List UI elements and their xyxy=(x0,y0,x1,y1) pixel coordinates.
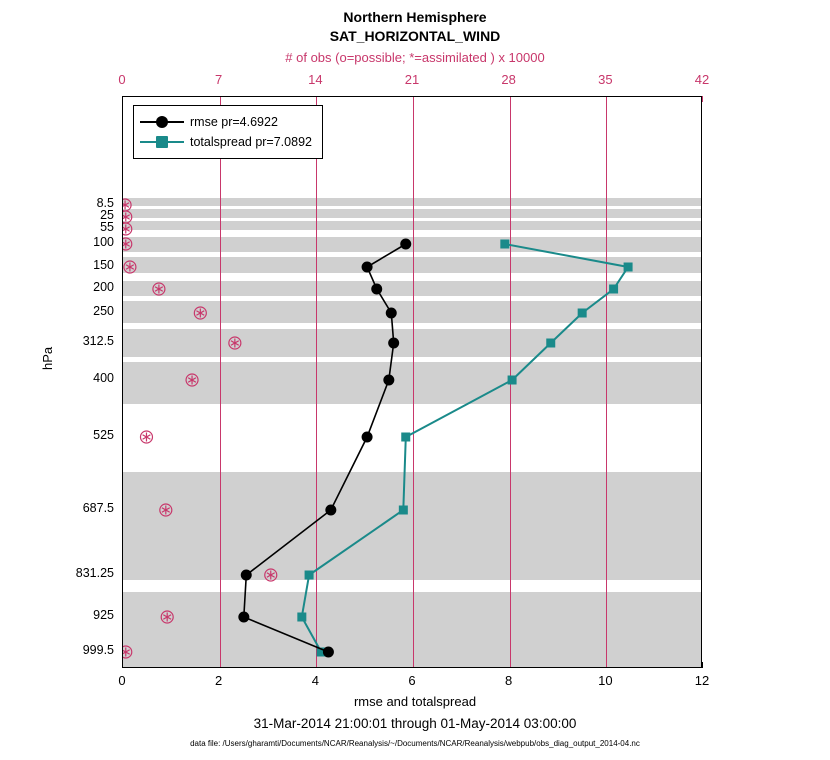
y-tick-label: 55 xyxy=(100,220,114,234)
assimilated-obs-marker xyxy=(267,571,275,580)
legend-item-totalspread xyxy=(140,132,312,152)
data-series-layer xyxy=(123,97,701,667)
bottom-tick-mark xyxy=(702,662,703,668)
bottom-tick-label: 10 xyxy=(598,673,613,688)
series-marker xyxy=(389,338,399,348)
top-tick-mark xyxy=(702,96,703,102)
series-marker xyxy=(297,613,306,622)
assimilated-obs-marker xyxy=(155,285,163,294)
y-tick-label: 250 xyxy=(93,304,114,318)
assimilated-obs-marker xyxy=(123,225,130,234)
plot-area xyxy=(122,96,702,668)
y-tick-label: 925 xyxy=(93,608,114,622)
y-tick-label: 150 xyxy=(93,258,114,272)
series-marker xyxy=(362,262,372,272)
top-tick-label: 7 xyxy=(215,72,223,87)
series-marker xyxy=(239,612,249,622)
top-tick-label: 35 xyxy=(598,72,613,87)
top-tick-label: 21 xyxy=(404,72,420,87)
bottom-tick-label: 0 xyxy=(118,673,126,688)
y-tick-label: 999.5 xyxy=(82,643,114,657)
bottom-tick-label: 12 xyxy=(694,673,710,688)
assimilated-obs-marker xyxy=(163,613,171,622)
legend-swatch-rmse xyxy=(140,115,184,129)
bottom-tick-label: 4 xyxy=(311,673,319,688)
y-tick-label: 200 xyxy=(93,280,114,294)
series-marker xyxy=(546,339,555,348)
series-marker xyxy=(578,309,587,318)
top-tick-label: 0 xyxy=(118,72,126,87)
series-marker xyxy=(508,376,517,385)
legend-swatch-totalspread xyxy=(140,135,184,149)
x-axis-title: rmse and totalspread xyxy=(353,694,477,709)
assimilated-obs-marker xyxy=(123,240,130,249)
y-tick-label: 400 xyxy=(93,371,114,385)
series-marker xyxy=(362,432,372,442)
data-file-caption: data file: /Users/gharamti/Documents/NCAR/Reanalysis/~/Documents/NCAR/Reanalysis/webpub/obs_diag_output_2014-04.nc xyxy=(190,739,640,748)
series-marker xyxy=(123,646,132,658)
assimilated-obs-marker xyxy=(188,376,196,385)
series-marker xyxy=(384,375,394,385)
chart-title xyxy=(0,8,830,46)
series-marker xyxy=(305,571,314,580)
assimilated-obs-marker xyxy=(231,339,239,348)
series-marker xyxy=(609,285,618,294)
assimilated-obs-marker xyxy=(143,433,151,442)
series-marker xyxy=(326,505,336,515)
series-marker xyxy=(624,263,633,272)
top-axis-title: # of obs (o=possible; *=assimilated ) x 10000 xyxy=(285,50,545,65)
y-tick-label: 100 xyxy=(93,235,114,249)
legend-label-totalspread: totalspread pr=7.0892 xyxy=(190,135,312,149)
assimilated-obs-marker xyxy=(123,213,130,222)
series-line xyxy=(302,244,628,652)
y-tick-label: 525 xyxy=(93,428,114,442)
series-marker xyxy=(386,308,396,318)
y-tick-label: 312.5 xyxy=(82,334,114,348)
series-marker xyxy=(123,211,132,223)
series-marker xyxy=(123,223,132,235)
assimilated-obs-marker xyxy=(162,506,170,515)
series-marker xyxy=(500,240,509,249)
y-tick-label: 831.25 xyxy=(75,566,114,580)
assimilated-obs-marker xyxy=(126,263,134,272)
top-tick-label: 28 xyxy=(501,72,516,87)
bottom-tick-label: 6 xyxy=(408,673,416,688)
series-marker xyxy=(323,647,333,657)
chart-legend xyxy=(133,105,323,159)
legend-label-rmse: rmse pr=4.6922 xyxy=(190,115,278,129)
series-marker xyxy=(372,284,382,294)
chart-title-line1: Northern Hemisphere xyxy=(343,9,487,25)
chart-title-line2: SAT_HORIZONTAL_WIND xyxy=(329,28,501,44)
y-tick-label: 8.5 xyxy=(96,196,114,210)
series-marker xyxy=(399,506,408,515)
date-range-caption: 31-Mar-2014 21:00:01 through 01-May-2014 03:00:00 xyxy=(253,716,577,731)
assimilated-obs-marker xyxy=(123,201,129,210)
y-tick-label: 25 xyxy=(100,208,114,222)
assimilated-obs-marker xyxy=(196,309,204,318)
legend-item-rmse xyxy=(140,112,312,132)
series-marker xyxy=(401,239,411,249)
series-marker xyxy=(401,433,410,442)
y-axis-title: hPa xyxy=(40,346,55,370)
series-marker xyxy=(241,570,251,580)
assimilated-obs-marker xyxy=(123,648,130,657)
bottom-tick-label: 2 xyxy=(215,673,223,688)
series-line xyxy=(244,244,406,652)
top-tick-label: 42 xyxy=(694,72,710,87)
bottom-tick-label: 8 xyxy=(505,673,513,688)
series-marker xyxy=(123,238,132,250)
y-tick-label: 687.5 xyxy=(82,501,114,515)
top-tick-label: 14 xyxy=(308,72,323,87)
